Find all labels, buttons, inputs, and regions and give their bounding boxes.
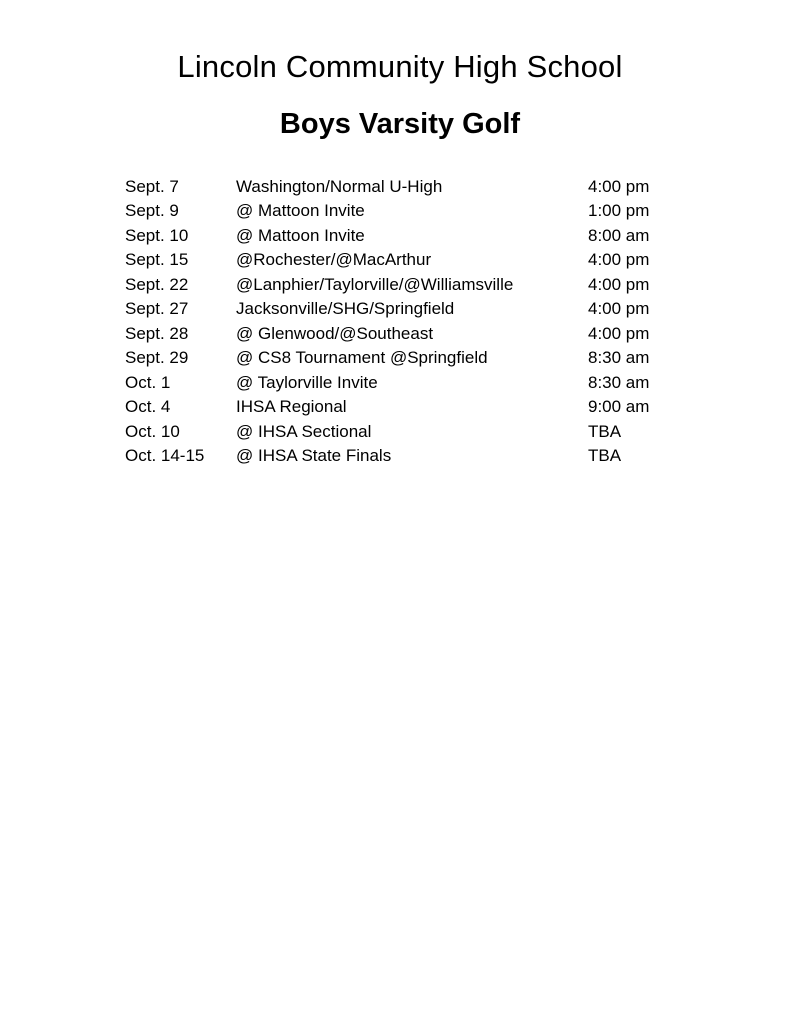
event-name: @ Glenwood/@Southeast <box>236 323 434 343</box>
schedule-row <box>125 201 740 226</box>
event-name: @ CS8 Tournament @Springfield <box>236 348 488 368</box>
event-name: @ Taylorville Invite <box>236 372 378 392</box>
schedule-row <box>125 226 740 251</box>
event-name: Jacksonville/SHG/Springfield <box>236 299 455 319</box>
event-date: Oct. 1 <box>125 372 171 392</box>
event-date: Oct. 10 <box>125 421 180 441</box>
schedule-row <box>125 275 740 300</box>
schedule-row <box>125 324 740 349</box>
schedule-row <box>125 446 740 471</box>
event-date: Sept. 29 <box>125 348 189 368</box>
event-date: Sept. 15 <box>125 250 189 270</box>
event-time: 8:00 am <box>588 225 650 245</box>
schedule-row <box>125 348 740 373</box>
schedule-list <box>0 177 800 471</box>
event-name: @Lanphier/Taylorville/@Williamsville <box>236 274 514 294</box>
schedule-row <box>125 373 740 398</box>
event-time: 8:30 am <box>588 372 650 392</box>
event-name: @ IHSA State Finals <box>236 446 392 466</box>
event-date: Oct. 14-15 <box>125 446 205 466</box>
event-time: 4:00 pm <box>588 250 650 270</box>
event-date: Sept. 10 <box>125 225 189 245</box>
event-date: Oct. 4 <box>125 397 171 417</box>
event-time: 1:00 pm <box>588 201 650 221</box>
event-name: @ Mattoon Invite <box>236 201 365 221</box>
event-date: Sept. 22 <box>125 274 189 294</box>
schedule-row <box>125 397 740 422</box>
document-header <box>0 0 800 141</box>
event-time: TBA <box>588 421 622 441</box>
event-date: Sept. 27 <box>125 299 189 319</box>
event-name: @ Mattoon Invite <box>236 225 365 245</box>
schedule-row <box>125 177 740 202</box>
schedule-row <box>125 299 740 324</box>
event-time: 9:00 am <box>588 397 650 417</box>
event-time: 4:00 pm <box>588 176 650 196</box>
schedule-row <box>125 422 740 447</box>
event-name: Washington/Normal U-High <box>236 176 443 196</box>
event-name: IHSA Regional <box>236 397 347 417</box>
event-date: Sept. 9 <box>125 201 179 221</box>
event-time: TBA <box>588 446 622 466</box>
page-subtitle: Boys Varsity Golf <box>279 108 521 141</box>
schedule-row <box>125 250 740 275</box>
event-date: Sept. 28 <box>125 323 189 343</box>
event-name: @Rochester/@MacArthur <box>236 250 432 270</box>
event-name: @ IHSA Sectional <box>236 421 372 441</box>
event-time: 4:00 pm <box>588 274 650 294</box>
page-title: Lincoln Community High School <box>177 49 623 84</box>
event-time: 4:00 pm <box>588 299 650 319</box>
event-time: 8:30 am <box>588 348 650 368</box>
event-time: 4:00 pm <box>588 323 650 343</box>
event-date: Sept. 7 <box>125 176 179 196</box>
